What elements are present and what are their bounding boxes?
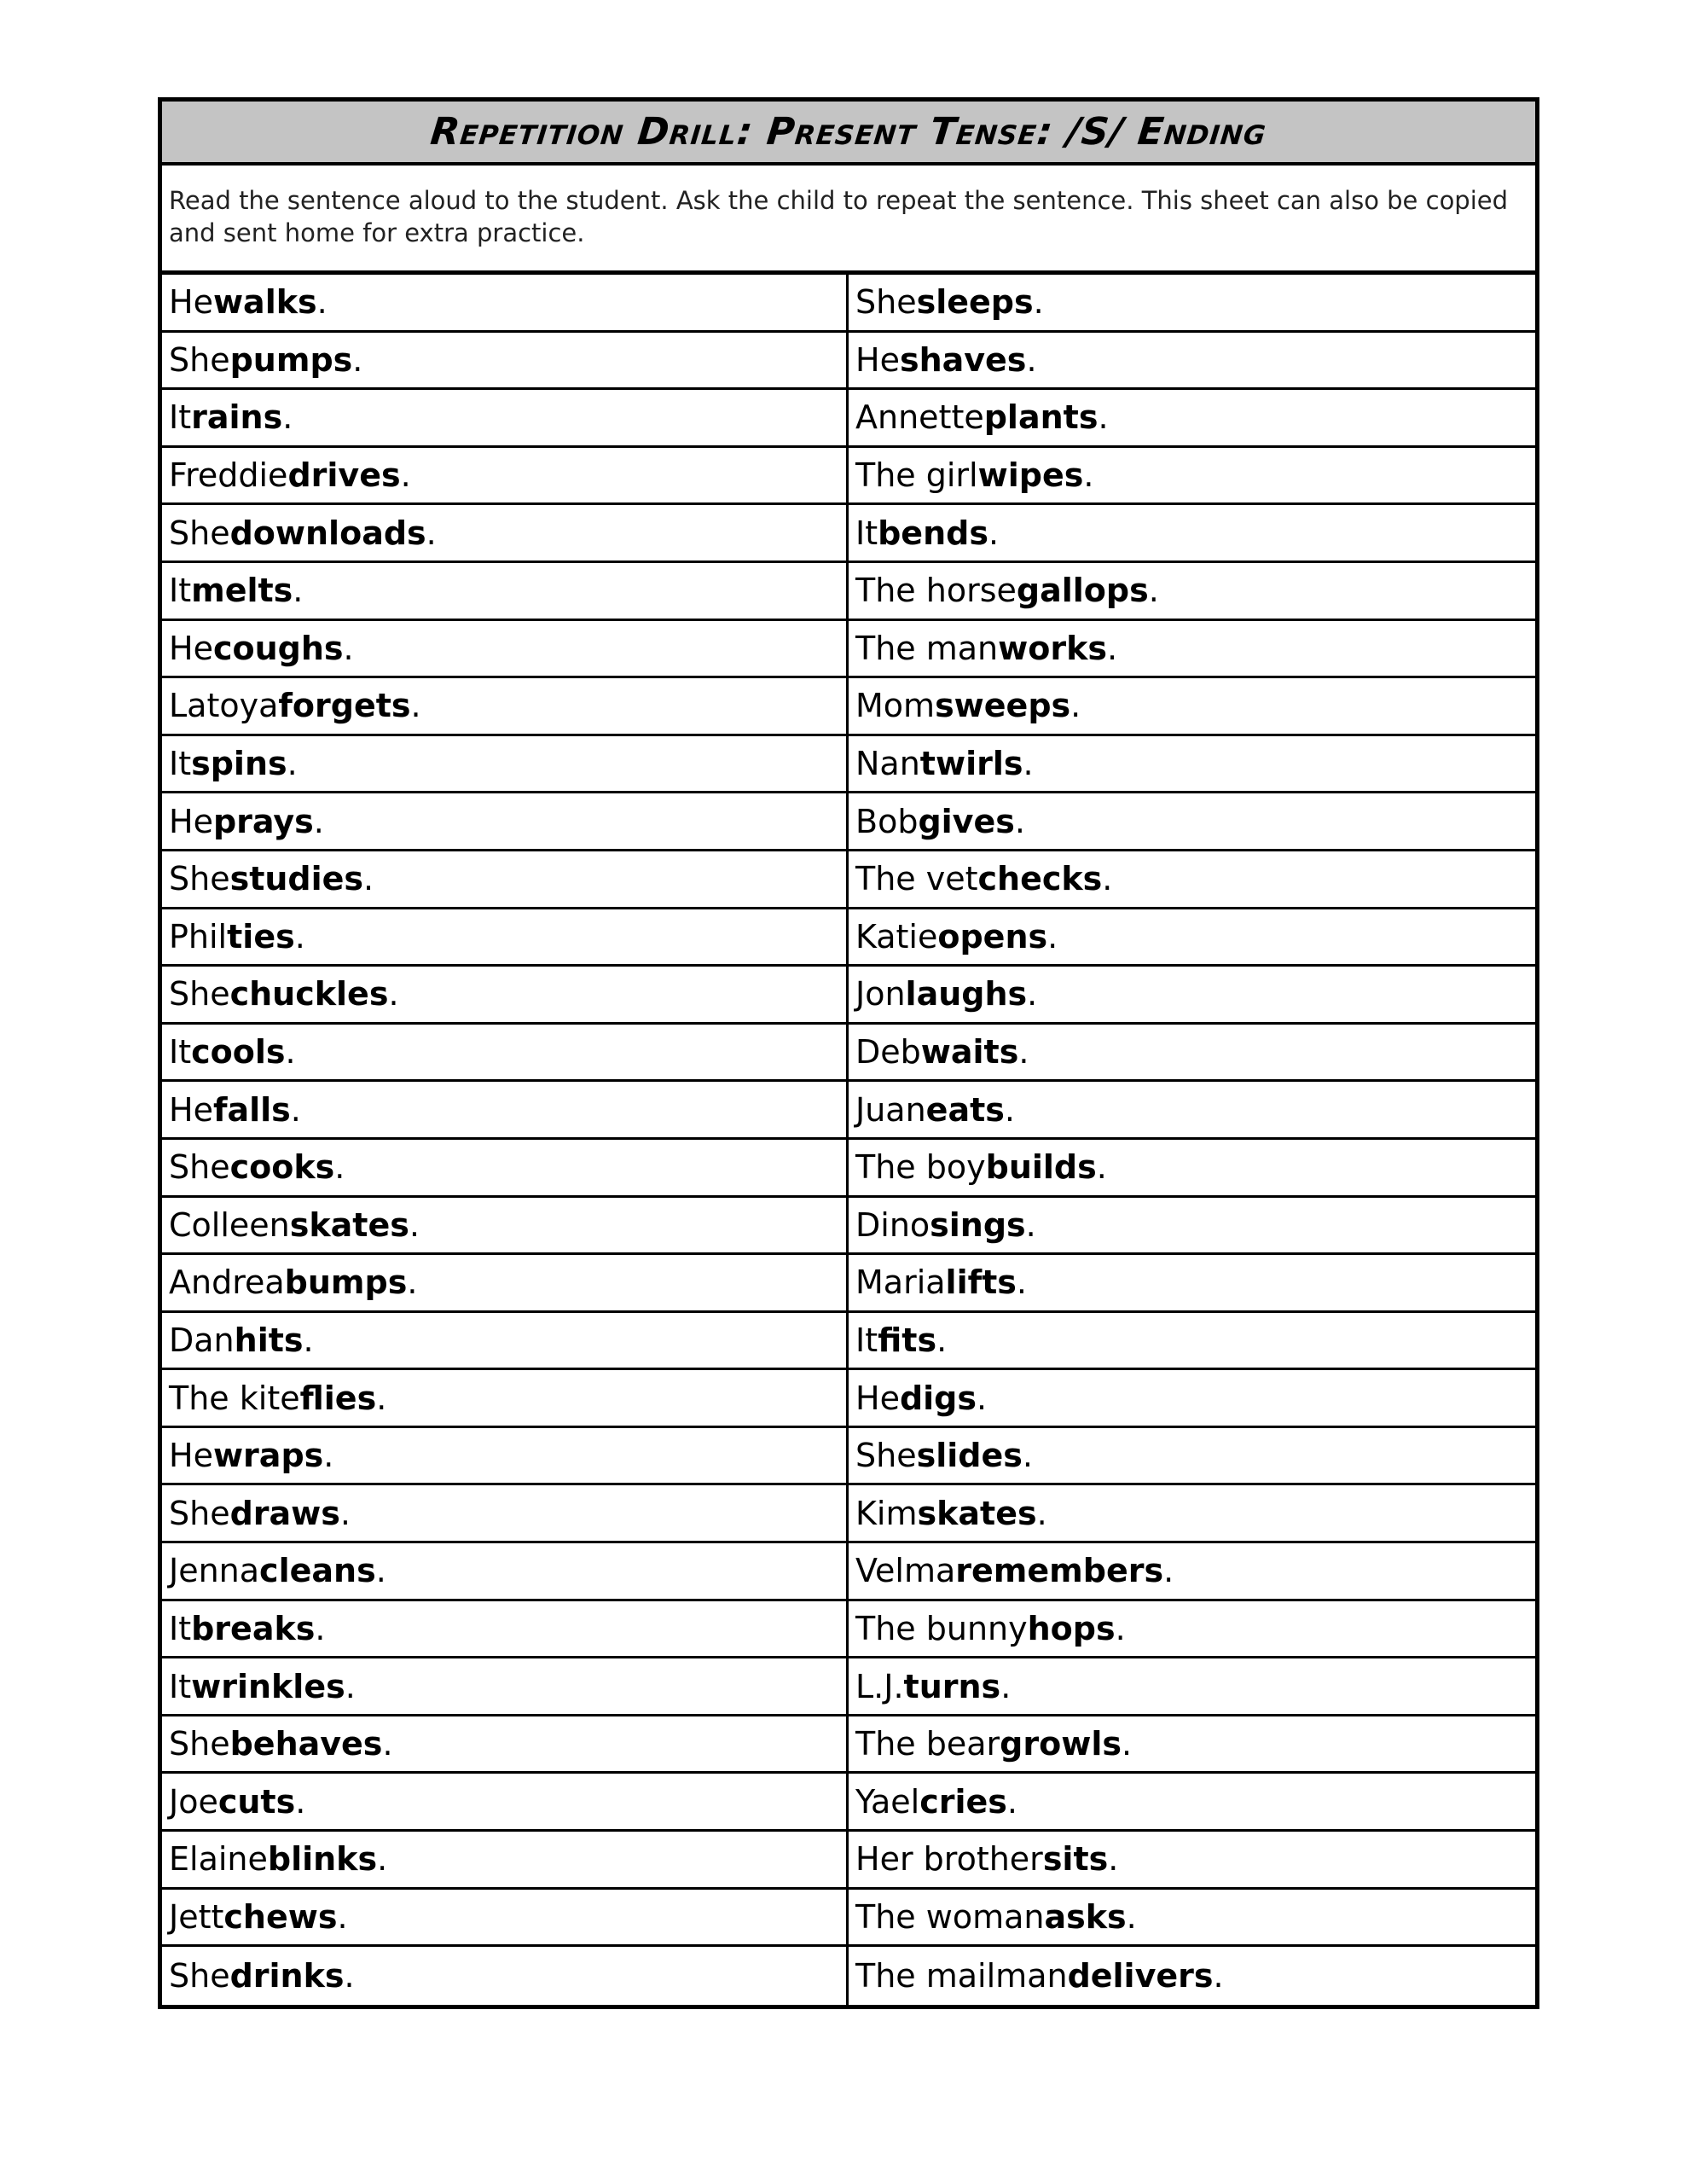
- sentence-verb: cools: [191, 1033, 286, 1072]
- sentence-cell-left: He prays .: [162, 793, 849, 849]
- sentence-subject: The vet: [855, 860, 978, 898]
- sentence-verb: cuts: [217, 1782, 296, 1821]
- table-row: [162, 1774, 1535, 1832]
- sentence-cell-right: The bunny hops .: [855, 1609, 1126, 1647]
- sentence-cell-right: It bends .: [855, 514, 1000, 552]
- table-row: [162, 505, 1535, 563]
- table-row: [162, 1601, 1535, 1659]
- table-row: [162, 333, 1535, 391]
- sentence-subject: Elaine: [169, 1840, 268, 1879]
- sentence-cell-left: She studies .: [162, 851, 849, 907]
- sentence-verb: ties: [227, 917, 295, 956]
- sentence-verb: slides: [916, 1437, 1023, 1475]
- sentence-verb: sleeps: [916, 283, 1034, 322]
- table-row: [162, 1255, 1535, 1313]
- sentence-verb: spins: [191, 745, 287, 783]
- table-row: [162, 1140, 1535, 1198]
- sentence-subject: The mailman: [855, 1957, 1068, 1995]
- sentence-cell-right: Kim skates .: [855, 1494, 1047, 1532]
- sentence-cell-right: Dino sings .: [855, 1205, 1036, 1244]
- sentence-cell-left: Latoya forgets .: [162, 678, 849, 734]
- sentence-cell-left: Joe cuts .: [162, 1774, 849, 1829]
- sentence-cell-left: It spins .: [162, 736, 849, 792]
- sentence-subject: It: [169, 572, 192, 610]
- sentence-subject: It: [855, 1321, 878, 1359]
- sentence-verb: downloads: [229, 514, 426, 552]
- sentence-verb: breaks: [191, 1609, 316, 1647]
- table-row: [162, 1313, 1535, 1371]
- sentence-subject: It: [169, 1667, 192, 1705]
- table-row: [162, 1716, 1535, 1774]
- sentence-verb: sits: [1042, 1840, 1109, 1879]
- sentence-cell-left: Jenna cleans .: [162, 1543, 849, 1599]
- sentence-verb: cleans: [259, 1552, 376, 1590]
- sentence-subject: She: [169, 1494, 230, 1532]
- sentence-subject: It: [855, 514, 878, 552]
- sentence-cell-left: It melts .: [162, 563, 849, 619]
- sentence-subject: He: [169, 1090, 213, 1129]
- table-row: [162, 1025, 1535, 1083]
- table-row: [162, 1658, 1535, 1716]
- table-row: [162, 448, 1535, 506]
- sentence-verb: rains: [191, 398, 283, 437]
- sentence-cell-right: Katie opens .: [855, 917, 1058, 956]
- instructions-text: Read the sentence aloud to the student. Ask the child to repeat the sentence. This sheet can also be copied and sent home for extra practice.: [162, 166, 1535, 275]
- sentence-verb: asks: [1044, 1897, 1127, 1936]
- sentence-verb: remembers: [955, 1552, 1164, 1590]
- sentence-subject: She: [169, 860, 230, 898]
- sentence-verb: cooks: [229, 1148, 335, 1187]
- sentence-verb: eats: [925, 1090, 1005, 1129]
- sentence-subject: Mom: [855, 687, 936, 725]
- sentence-cell-right: Nan twirls .: [855, 745, 1034, 783]
- sentence-verb: forgets: [278, 687, 411, 725]
- sentence-subject: The bunny: [855, 1609, 1028, 1647]
- sentence-cell-right: Jon laughs .: [855, 975, 1038, 1014]
- sentence-verb: gives: [918, 802, 1015, 840]
- sentence-subject: Colleen: [169, 1205, 290, 1244]
- table-row: [162, 736, 1535, 794]
- sentence-cell-right: L.J. turns .: [855, 1667, 1012, 1705]
- sentence-subject: The man: [855, 629, 999, 667]
- sentence-verb: sweeps: [935, 687, 1071, 725]
- sentence-subject: He: [169, 629, 213, 667]
- sentence-subject: Kim: [855, 1494, 918, 1532]
- table-row: [162, 1198, 1535, 1256]
- sentence-cell-left: Andrea bumps .: [162, 1255, 849, 1310]
- sentence-subject: The bear: [855, 1725, 1000, 1763]
- sentence-cell-left: She cooks .: [162, 1140, 849, 1195]
- sentence-subject: Phil: [169, 917, 228, 956]
- sentence-subject: Jon: [855, 975, 906, 1014]
- sentence-cell-left: She behaves .: [162, 1716, 849, 1772]
- sentence-verb: digs: [899, 1379, 977, 1417]
- sentence-cell-left: Phil ties .: [162, 909, 849, 965]
- sentence-subject: The horse: [855, 572, 1017, 610]
- sentence-verb: works: [998, 629, 1107, 667]
- sentence-verb: bends: [878, 514, 988, 552]
- table-row: [162, 678, 1535, 736]
- sentence-cell-left: She drinks .: [162, 1947, 849, 2005]
- sentence-subject: Jett: [169, 1897, 224, 1936]
- sentence-subject: Juan: [855, 1090, 926, 1129]
- sentence-subject: She: [169, 340, 230, 379]
- sentence-verb: laughs: [905, 975, 1028, 1014]
- table-row: [162, 1543, 1535, 1601]
- sentence-cell-right: Bob gives .: [855, 802, 1025, 840]
- sentence-verb: pumps: [229, 340, 353, 379]
- sentence-verb: skates: [289, 1205, 409, 1244]
- sentence-verb: studies: [229, 860, 364, 898]
- worksheet-title: Repetition Drill: Present Tense: /S/ Ending: [428, 110, 1269, 154]
- sentence-subject: Her brother: [855, 1840, 1043, 1879]
- sentence-verb: coughs: [212, 629, 344, 667]
- sentence-verb: growls: [1000, 1725, 1122, 1763]
- sentence-cell-right: She sleeps .: [855, 283, 1044, 322]
- sentence-cell-right: The girl wipes .: [855, 456, 1094, 495]
- sentence-verb: shaves: [899, 340, 1027, 379]
- sentence-cell-right: Annette plants .: [855, 398, 1109, 437]
- table-row: [162, 967, 1535, 1025]
- sentence-cell-left: She downloads .: [162, 505, 849, 561]
- sentence-verb: blinks: [267, 1840, 378, 1879]
- sentence-cell-left: She draws .: [162, 1485, 849, 1541]
- table-row: [162, 390, 1535, 448]
- sentence-cell-left: It wrinkles .: [162, 1658, 849, 1714]
- sentence-verb: cries: [919, 1782, 1007, 1821]
- sentence-cell-left: Dan hits .: [162, 1313, 849, 1368]
- title-bar: [162, 102, 1535, 166]
- sentence-verb: lifts: [945, 1263, 1017, 1302]
- sentence-verb: turns: [903, 1667, 1001, 1705]
- sentence-cell-left: He falls .: [162, 1082, 849, 1137]
- sentence-subject: He: [855, 1379, 900, 1417]
- sentence-subject: She: [169, 975, 230, 1014]
- sentence-cell-left: Jett chews .: [162, 1890, 849, 1945]
- sentence-cell-left: It cools .: [162, 1025, 849, 1080]
- sentence-verb: wrinkles: [191, 1667, 345, 1705]
- sentence-subject: It: [169, 1033, 192, 1072]
- sentence-subject: Freddie: [169, 456, 288, 495]
- table-row: [162, 1428, 1535, 1486]
- sentence-verb: draws: [229, 1494, 340, 1532]
- sentence-verb: sings: [930, 1205, 1026, 1244]
- worksheet: [158, 97, 1539, 2009]
- sentence-subject: He: [169, 283, 213, 322]
- sentence-cell-right: He shaves .: [855, 340, 1037, 379]
- sentence-verb: opens: [937, 917, 1048, 956]
- sentence-cell-right: Juan eats .: [855, 1090, 1015, 1129]
- table-row: [162, 621, 1535, 679]
- sentence-verb: plants: [983, 398, 1099, 437]
- sentence-subject: He: [169, 1437, 213, 1475]
- sentence-verb: flies: [299, 1379, 377, 1417]
- table-row: [162, 1890, 1535, 1948]
- sentence-verb: twirls: [919, 745, 1023, 783]
- sentence-subject: It: [169, 398, 192, 437]
- table-row: [162, 851, 1535, 909]
- sentence-verb: chews: [223, 1897, 338, 1936]
- table-row: [162, 793, 1535, 851]
- sentence-subject: The woman: [855, 1897, 1045, 1936]
- sentence-subject: Yael: [855, 1782, 920, 1821]
- sentence-verb: builds: [985, 1148, 1097, 1187]
- sentence-subject: She: [169, 1725, 230, 1763]
- sentence-subject: It: [169, 1609, 192, 1647]
- sentence-cell-right: The woman asks .: [855, 1897, 1137, 1936]
- sentence-verb: behaves: [229, 1725, 383, 1763]
- sentence-subject: Dino: [855, 1205, 930, 1244]
- sentence-verb: gallops: [1016, 572, 1149, 610]
- sentence-cell-right: Her brother sits .: [855, 1840, 1119, 1879]
- sentence-verb: drinks: [229, 1957, 345, 1995]
- sentence-subject: Annette: [855, 398, 984, 437]
- sentence-cell-right: The vet checks .: [855, 860, 1113, 898]
- sentence-verb: checks: [977, 860, 1103, 898]
- sentence-cell-left: It rains .: [162, 390, 849, 445]
- sentence-cell-left: He walks .: [162, 275, 849, 330]
- sentence-verb: prays: [212, 802, 314, 840]
- sentence-subject: Latoya: [169, 687, 279, 725]
- sentence-cell-right: Deb waits .: [855, 1033, 1029, 1072]
- sentence-subject: The girl: [855, 456, 978, 495]
- sentence-table: [162, 275, 1535, 2005]
- sentence-subject: Katie: [855, 917, 938, 956]
- sentence-verb: melts: [191, 572, 293, 610]
- sentence-subject: He: [855, 340, 900, 379]
- sentence-subject: Velma: [855, 1552, 956, 1590]
- sentence-verb: drives: [287, 456, 401, 495]
- table-row: [162, 563, 1535, 621]
- sentence-cell-right: Mom sweeps .: [855, 687, 1081, 725]
- sentence-cell-left: He coughs .: [162, 621, 849, 677]
- sentence-verb: hops: [1027, 1609, 1116, 1647]
- sentence-cell-left: Colleen skates .: [162, 1198, 849, 1253]
- sentence-subject: L.J.: [855, 1667, 904, 1705]
- sentence-cell-right: She slides .: [855, 1437, 1033, 1475]
- sentence-verb: waits: [920, 1033, 1019, 1072]
- sentence-verb: fits: [878, 1321, 937, 1359]
- sentence-subject: Maria: [855, 1263, 946, 1302]
- sentence-subject: She: [169, 1148, 230, 1187]
- table-row: [162, 1082, 1535, 1140]
- sentence-verb: chuckles: [229, 975, 389, 1014]
- sentence-subject: Dan: [169, 1321, 235, 1359]
- sentence-subject: She: [855, 1437, 917, 1475]
- sentence-subject: The kite: [169, 1379, 300, 1417]
- sentence-verb: wraps: [212, 1437, 324, 1475]
- sentence-cell-right: Maria lifts .: [855, 1263, 1028, 1302]
- sentence-cell-right: The mailman delivers .: [855, 1957, 1224, 1995]
- sentence-cell-left: She chuckles .: [162, 967, 849, 1022]
- sentence-verb: skates: [917, 1494, 1037, 1532]
- table-row: [162, 1947, 1535, 2005]
- sentence-cell-right: He digs .: [855, 1379, 988, 1417]
- sentence-cell-left: Freddie drives .: [162, 448, 849, 503]
- table-row: [162, 1485, 1535, 1543]
- sentence-cell-left: It breaks .: [162, 1601, 849, 1657]
- sentence-subject: Andrea: [169, 1263, 285, 1302]
- sentence-cell-right: Yael cries .: [855, 1782, 1017, 1821]
- table-row: [162, 1370, 1535, 1428]
- sentence-cell-left: The kite flies .: [162, 1370, 849, 1426]
- sentence-subject: Deb: [855, 1033, 921, 1072]
- sentence-verb: delivers: [1067, 1957, 1214, 1995]
- sentence-subject: Joe: [169, 1782, 218, 1821]
- sentence-verb: hits: [234, 1321, 304, 1359]
- sentence-cell-right: The horse gallops .: [855, 572, 1159, 610]
- sentence-subject: Nan: [855, 745, 920, 783]
- sentence-subject: It: [169, 745, 192, 783]
- sentence-subject: She: [169, 1957, 230, 1995]
- sentence-cell-right: The boy builds .: [855, 1148, 1107, 1187]
- sentence-subject: She: [169, 514, 230, 552]
- sentence-cell-left: Elaine blinks .: [162, 1832, 849, 1887]
- sentence-subject: He: [169, 802, 213, 840]
- sentence-cell-right: It fits .: [855, 1321, 948, 1359]
- sentence-subject: The boy: [855, 1148, 986, 1187]
- sentence-subject: Jenna: [169, 1552, 260, 1590]
- table-row: [162, 909, 1535, 967]
- sentence-verb: walks: [212, 283, 317, 322]
- sentence-cell-right: Velma remembers .: [855, 1552, 1174, 1590]
- sentence-verb: wipes: [977, 456, 1084, 495]
- sentence-verb: bumps: [284, 1263, 408, 1302]
- sentence-cell-right: The man works .: [855, 629, 1118, 667]
- table-row: [162, 1832, 1535, 1890]
- sentence-cell-left: She pumps .: [162, 333, 849, 388]
- sentence-subject: Bob: [855, 802, 919, 840]
- sentence-subject: She: [855, 283, 917, 322]
- sentence-cell-left: He wraps .: [162, 1428, 849, 1484]
- table-row: [162, 275, 1535, 333]
- sentence-cell-right: The bear growls .: [855, 1725, 1133, 1763]
- sentence-verb: falls: [212, 1090, 291, 1129]
